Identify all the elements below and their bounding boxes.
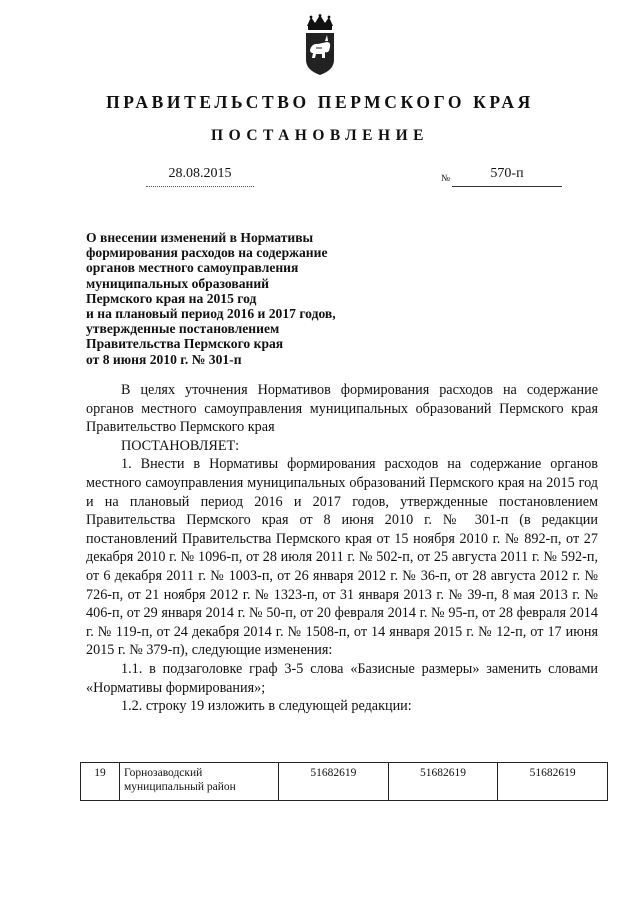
subject-line: О внесении изменений в Нормативы <box>86 230 314 245</box>
coat-of-arms-icon <box>303 14 337 76</box>
subject-line: органов местного самоуправления <box>86 260 299 276</box>
subject-line: формирования расходов на содержание <box>86 245 328 261</box>
value-2017-cell: 51682619 <box>498 763 608 801</box>
subject-line: и на плановый период 2016 и 2017 годов, <box>86 306 336 322</box>
subject-line: муниципальных образований <box>86 275 270 291</box>
item-1-paragraph: 1. Внести в Нормативы формирования расходов на содержание органов местного самоуправления муниципальных образований Пермского края на 2015 год и на плановый период 2016 и 2017 годов, утвержденные постановлением Правительства Пермского края от 8 июня 2010 г. № 301-п (в редакции постановлений Правительства Пермского края от 15 ноября 2010 г. № 892-п, от 27 декабря 2010 г. № 1096-п, от 28 июля 2011 г. № 502-п, от 25 августа 2011 г. № 592-п, от 6 декабря 2011 г. № 1003-п, от 26 января 2012 г. № 36-п, от 28 августа 2012 г. № 726-п, от 21 ноября 2012 г. № 1323-п, от 31 января 2013 г. № 39-п, 8 мая 2013 г. № 406-п, от 29 января 2014 г. № 50-п, от 20 февраля 2014 г. № 95-п, от 28 февраля 2014 г. № 119-п, от 24 декабря 2014 г. № 1508-п, от 14 января 2015 г. № 12-п, от 17 июня 2015 г. № 379-п), следующие изменения: <box>86 456 598 659</box>
subject-line: Правительства Пермского края <box>86 336 284 352</box>
row-number-cell: 19 <box>81 763 120 801</box>
value-2015-cell: 51682619 <box>279 763 389 801</box>
subject-line: от 8 июня 2010 г. № 301-п <box>86 351 242 367</box>
document-date: 28.08.2015 <box>146 166 254 187</box>
subject-line: Пермского края на 2015 год <box>86 290 257 306</box>
intro-paragraph: В целях уточнения Нормативов формирования расходов на содержание органов местного самоуправления муниципальных образований Пермского края Правительство Пермского края <box>86 382 598 436</box>
replacement-row-table <box>80 762 608 801</box>
number-label: № <box>441 174 451 184</box>
subject-line: утвержденные постановлением <box>86 321 280 337</box>
table-row <box>81 763 608 801</box>
value-2016-cell: 51682619 <box>388 763 498 801</box>
municipality-name-cell: Горнозаводский муниципальный район <box>120 763 279 801</box>
resolves-heading: ПОСТАНОВЛЯЕТ: <box>121 437 240 454</box>
item-1-1-paragraph: 1.1. в подзаголовке граф 3-5 слова «Базисные размеры» заменить словами «Нормативы формирования»; <box>86 660 598 696</box>
item-1-2-paragraph: 1.2. строку 19 изложить в следующей редакции: <box>121 698 412 715</box>
document-number: 570-п <box>452 166 562 187</box>
document-type: ПОСТАНОВЛЕНИЕ <box>211 127 429 144</box>
document-subject <box>86 230 386 367</box>
document-body <box>86 381 598 716</box>
organization-name: ПРАВИТЕЛЬСТВО ПЕРМСКОГО КРАЯ <box>106 92 534 112</box>
